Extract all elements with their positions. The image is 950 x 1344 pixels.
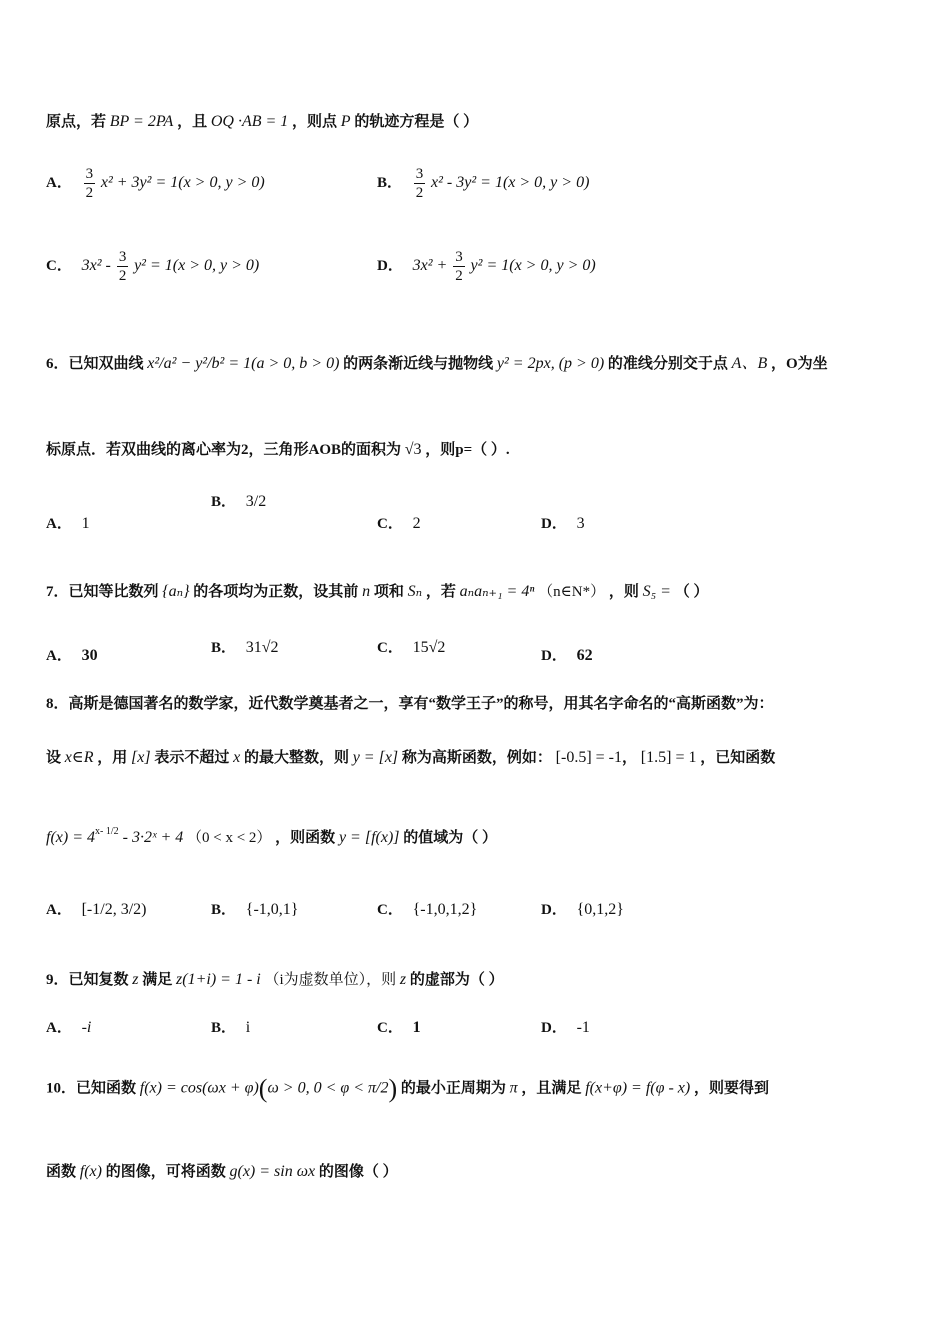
q10-stem: 10．已知函数 f(x) = cos(ωx + φ)(ω > 0, 0 < φ < π/2) 的最小正周期为 π ，且满足 f(x+φ) = f(φ - x) ，则要得到 [46,1074,769,1103]
q7-seq: {aₙ} [162,583,190,600]
q6-parabola: y² = 2px, (p > 0) [496,355,605,372]
q8-stem-line3: $f(x) = 4^{x- 1/2}$ - 3·2ˣ + 4 （0 < x < 2） ，则函数 y = [f(x)] 的值域为（ ） [46,826,498,846]
q5-cond2: OQ ·AB = 1 [210,113,289,130]
q10-cond: ω > 0, 0 < φ < π/2 [267,1079,389,1097]
coef-frac: $\frac{3}{2}$ [415,166,424,201]
q8-func: f(x) = 4 [46,829,95,846]
q6-option-c[interactable]: C． 2 [377,515,421,532]
q5-option-c-tail: y² = 1(x > 0, y > 0) [134,256,260,274]
q6-stem: 6．已知双曲线 x²/a² − y²/b² = 1(a > 0, b > 0) 的两条渐近线与抛物线 y² = 2px, (p > 0) 的准线分别交于点 A、B ，O为坐 [46,355,828,372]
q5-suffix: 的轨迹方程是（ ） [354,114,479,130]
q5-cond1: BP = 2PA [109,113,174,130]
q5-option-b[interactable]: B． $\frac{3}{2}$ x² - 3y² = 1(x > 0, y > 0) [377,166,590,201]
q8-option-c[interactable]: C． {-1,0,1,2} [377,901,478,918]
q5-option-d-text: 3x² + [412,256,452,274]
q8-option-b[interactable]: B． {-1,0,1} [211,901,299,918]
q5-mid2: ，则点 [292,114,338,130]
q9-cond: z(1+i) = 1 - i [176,971,261,988]
q5-option-c[interactable]: C． 3x² - $\frac{3}{2}$ y² = 1(x > 0, y > 0) [46,249,260,284]
q9-option-b[interactable]: B． i [211,1019,251,1036]
q5-prefix: 原点，若 [46,114,107,130]
q5-option-c-text: 3x² - [81,256,115,274]
q8-stem-line1: 8．高斯是德国著名的数学家，近代数学奠基者之一，享有“数学王子”的称号，用其名字命名的“高斯函数”为： [46,696,774,712]
q5-option-a[interactable]: A． $\frac{3}{2}$ x² + 3y² = 1(x > 0, y > 0) [46,166,265,201]
q7-option-a[interactable]: A． 30 [46,647,98,664]
q6-area: √3 [404,441,422,458]
coef-frac: $\frac{3}{2}$ [118,249,127,284]
q7-option-d[interactable]: D． 62 [541,647,593,664]
q6-option-a[interactable]: A． 1 [46,515,90,532]
q6-option-b-value: 3/2 [245,493,267,510]
q10-stem-line2: 函数 f(x) 的图像，可将函数 g(x) = sin ωx 的图像（ ） [46,1163,398,1180]
q5-stem [46,110,920,131]
q7-cond: aₙaₙ₊₁ = 4ⁿ [459,583,535,600]
q10-func: f(x) = cos(ωx + φ) [139,1079,259,1097]
q5-mid: ，且 [177,114,208,130]
q6-points: A、B [731,355,768,372]
q10-sym: f(x+φ) = f(φ - x) [585,1079,691,1097]
q8-stem-line2: 设 x∈R ，用 [x] 表示不超过 x 的最大整数，则 y = [x] 称为高斯函数，例如： [-0.5] = -1， [1.5] = 1 ，已知函数 [46,749,776,766]
q9-option-a[interactable]: A． -i [46,1019,92,1036]
q10-gx: g(x) = sin ωx [229,1163,316,1180]
q5-option-a-text: x² + 3y² = 1(x > 0, y > 0) [100,173,265,191]
q7-option-c[interactable]: C． 15√2 [377,639,446,656]
q9-option-c[interactable]: C． 1 [377,1019,421,1036]
q9-stem: 9．已知复数 z 满足 z(1+i) = 1 - i （i为虚数单位），则 z 的虚部为（ ） [46,971,504,988]
q8-option-d[interactable]: D． {0,1,2} [541,901,624,918]
q6-hyperbola: x²/a² − y²/b² = 1(a > 0, b > 0) [147,355,340,372]
q6-option-b[interactable]: B． 3/2 [211,493,267,510]
q5-point: P [340,113,351,130]
q5-option-d-tail: y² = 1(x > 0, y > 0) [470,256,596,274]
q6-option-d[interactable]: D． 3 [541,515,585,532]
q5-option-d[interactable]: D． 3x² + $\frac{3}{2}$ y² = 1(x > 0, y > 0) [377,249,596,284]
q7-option-b[interactable]: B． 31√2 [211,639,279,656]
coef-frac: $\frac{3}{2}$ [85,166,94,201]
q6-stem-line2: 标原点．若双曲线的离心率为2，三角形AOB的面积为 √3 ，则p=（ ）. [46,441,510,458]
q7-stem: 7．已知等比数列 {aₙ} 的各项均为正数，设其前 n 项和 Sₙ ，若 aₙaₙ₊₁ = 4ⁿ （n∈N*） ，则 S₅ = （ ） [46,583,709,600]
q8-option-a[interactable]: A． [-1/2, 3/2) [46,901,147,918]
coef-frac: $\frac{3}{2}$ [455,249,463,284]
q5-option-b-text: x² - 3y² = 1(x > 0, y > 0) [431,173,590,191]
q9-option-d[interactable]: D． -1 [541,1019,590,1036]
